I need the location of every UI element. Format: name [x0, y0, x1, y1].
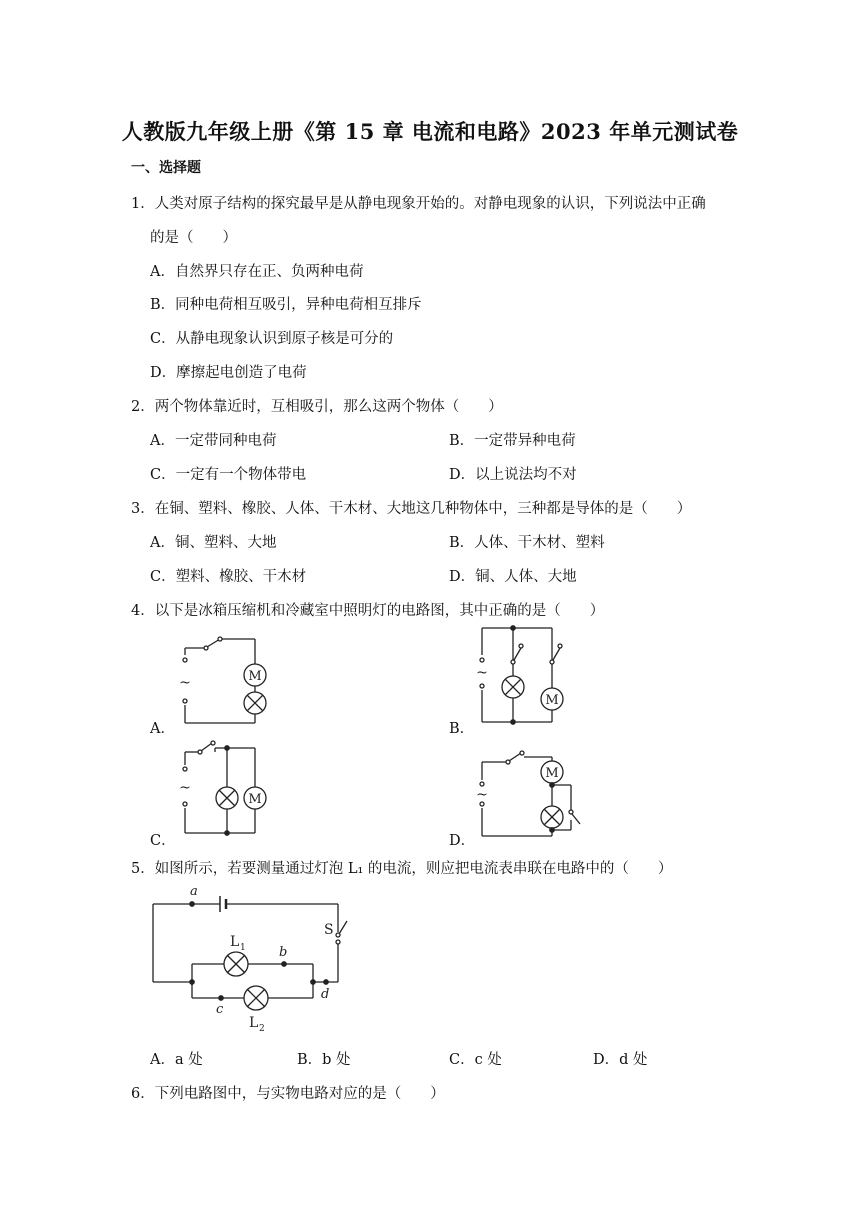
question-3-option-a: A．铜、塑料、大地 [150, 535, 277, 551]
question-3-option-d: D．铜、人体、大地 [449, 569, 577, 585]
question-1-option-a: A．自然界只存在正、负两种电荷 [150, 264, 364, 280]
question-5-option-c: C．c 处 [449, 1052, 502, 1068]
question-2-option-d: D．以上说法均不对 [449, 467, 577, 483]
question-6-stem: 6．下列电路图中，与实物电路对应的是（ ） [131, 1086, 445, 1102]
point-d-label: d [321, 987, 330, 1002]
question-4-label-b: B． [449, 721, 475, 737]
lamp-l2-label: L [249, 1015, 259, 1031]
lamp-l2-subscript: 2 [259, 1024, 265, 1034]
point-a-label: a [190, 884, 198, 899]
question-3-stem: 3．在铜、塑料、橡胶、人体、干木材、大地这几种物体中，三种都是导体的是（ ） [131, 501, 692, 517]
circuit-diagram-d [468, 740, 593, 845]
question-5-option-b: B．b 处 [297, 1052, 351, 1068]
switch-s-label: S [324, 922, 334, 938]
question-4-label-c: C． [150, 833, 176, 849]
question-2-option-a: A．一定带同种电荷 [150, 433, 277, 449]
motor-label: M [545, 766, 559, 781]
section-heading: 一、选择题 [131, 160, 201, 176]
point-c-label: c [216, 1002, 224, 1017]
question-2-option-c: C．一定有一个物体带电 [150, 467, 307, 483]
question-4-label-d: D． [449, 833, 476, 849]
question-5-option-a: A．a 处 [150, 1052, 203, 1068]
question-3-option-b: B．人体、干木材、塑料 [449, 535, 605, 551]
ac-source-icon: ~ [476, 787, 488, 803]
question-4-label-a: A． [150, 721, 175, 737]
question-3-option-c: C．塑料、橡胶、干木材 [150, 569, 307, 585]
circuit-diagram-b [468, 620, 578, 730]
question-4-stem: 4．以下是冰箱压缩机和冷藏室中照明灯的电路图，其中正确的是（ ） [131, 603, 605, 619]
question-5-stem: 5．如图所示，若要测量通过灯泡 L₁ 的电流，则应把电流表串联在电路中的（ ） [131, 861, 673, 877]
circuit-diagram-q5 [148, 880, 368, 1035]
circuit-diagram-a [170, 615, 280, 730]
question-1-option-c: C．从静电现象认识到原子核是可分的 [150, 331, 394, 347]
question-2-stem: 2．两个物体靠近时，互相吸引，那么这两个物体（ ） [131, 399, 503, 415]
motor-label: M [248, 792, 262, 807]
question-1-stem-line1: 1．人类对原子结构的探究最早是从静电现象开始的。对静电现象的认识，下列说法中正确 [131, 196, 706, 212]
question-1-stem-line2: 的是（ ） [150, 230, 237, 246]
motor-label: M [545, 693, 559, 708]
page-title: 人教版九年级上册《第 15 章 电流和电路》2023 年单元测试卷 [121, 119, 739, 144]
ac-source-icon: ~ [179, 780, 191, 796]
ac-source-icon: ~ [179, 675, 191, 691]
ac-source-icon: ~ [476, 665, 488, 681]
question-1-option-b: B．同种电荷相互吸引，异种电荷相互排斥 [150, 297, 422, 313]
question-2-option-b: B．一定带异种电荷 [449, 433, 576, 449]
motor-label: M [248, 669, 262, 684]
question-1-option-d: D．摩擦起电创造了电荷 [150, 365, 307, 381]
circuit-diagram-c [170, 735, 280, 845]
point-b-label: b [279, 945, 288, 960]
question-5-option-d: D．d 处 [593, 1052, 648, 1068]
lamp-l1-label: L [230, 934, 240, 950]
lamp-l1-subscript: 1 [240, 943, 246, 953]
